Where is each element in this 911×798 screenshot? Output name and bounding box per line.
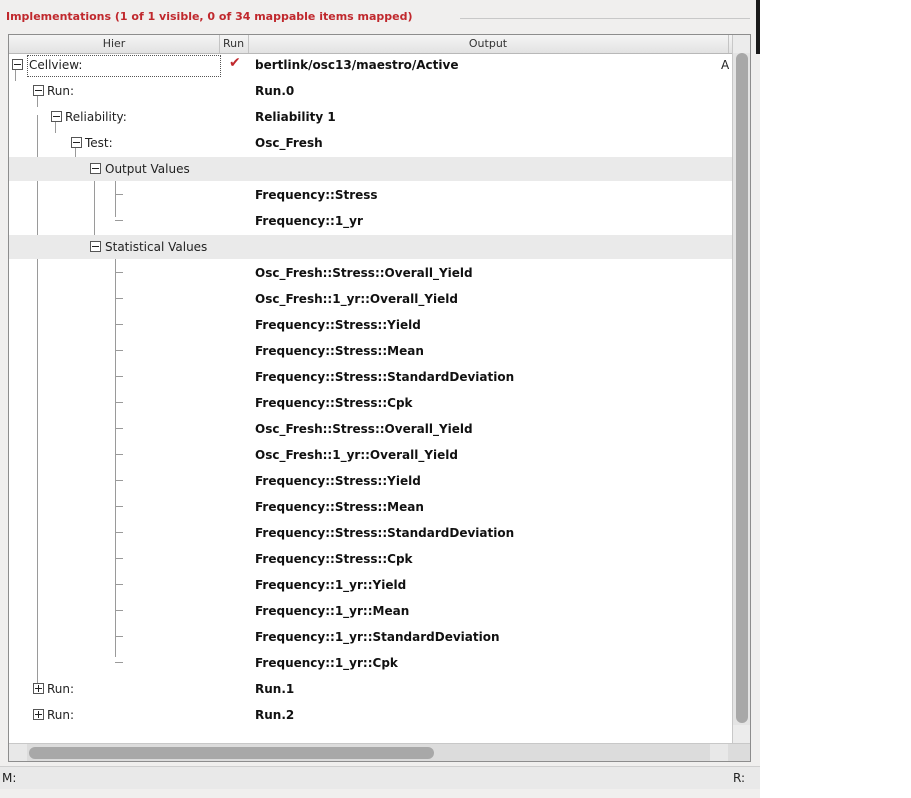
tree-row-run[interactable] xyxy=(9,79,732,103)
list-item[interactable] xyxy=(9,287,732,311)
list-item[interactable] xyxy=(9,209,732,233)
collapse-icon[interactable] xyxy=(90,163,101,174)
list-item[interactable] xyxy=(9,495,732,519)
list-item[interactable] xyxy=(9,261,732,285)
truncated-text: A xyxy=(721,58,730,72)
run-label: Run: xyxy=(47,84,75,98)
tree-branch xyxy=(115,350,123,351)
list-item[interactable] xyxy=(9,183,732,207)
collapse-icon[interactable] xyxy=(51,111,62,122)
horizontal-scroll-thumb[interactable] xyxy=(29,747,434,759)
collapse-icon[interactable] xyxy=(33,85,44,96)
tree-branch xyxy=(115,428,123,429)
statistical-value: Frequency::Stress::StandardDeviation xyxy=(255,370,515,384)
tree-branch xyxy=(115,480,123,481)
tree-branch xyxy=(115,584,123,585)
scroll-right-button[interactable] xyxy=(710,744,728,762)
list-item[interactable] xyxy=(9,651,732,675)
vertical-scrollbar[interactable] xyxy=(732,35,751,743)
statistical-values-label: Statistical Values xyxy=(105,240,208,254)
status-left: M: xyxy=(2,771,17,785)
cellview-output: bertlink/osc13/maestro/Active xyxy=(255,58,459,72)
statistical-value: Frequency::1_yr::Cpk xyxy=(255,656,398,670)
statistical-value: Frequency::Stress::Cpk xyxy=(255,396,413,410)
statistical-value: Osc_Fresh::Stress::Overall_Yield xyxy=(255,266,473,280)
run-output: Run.0 xyxy=(255,84,295,98)
tree-row-test[interactable] xyxy=(9,131,732,155)
tree-branch xyxy=(115,298,123,299)
tree-row-run[interactable] xyxy=(9,677,732,701)
title-divider xyxy=(460,18,750,19)
panel-title: Implementations (1 of 1 visible, 0 of 34 mappable items mapped) xyxy=(6,10,417,23)
list-item[interactable] xyxy=(9,599,732,623)
collapse-icon[interactable] xyxy=(90,241,101,252)
tree-branch xyxy=(115,662,123,663)
tree-branch xyxy=(115,324,123,325)
list-item[interactable] xyxy=(9,547,732,571)
tree-row-cellview[interactable] xyxy=(9,53,732,77)
checkmark-icon[interactable]: ✔ xyxy=(229,55,241,71)
implementations-tree[interactable] xyxy=(8,34,751,762)
scroll-down-button[interactable] xyxy=(733,725,751,743)
tree-branch xyxy=(115,610,123,611)
tree-row-reliability[interactable] xyxy=(9,105,732,129)
panel-title-row xyxy=(0,8,758,26)
statistical-value: Frequency::1_yr::Mean xyxy=(255,604,410,618)
scroll-up-button[interactable] xyxy=(733,35,751,53)
statistical-value: Osc_Fresh::1_yr::Overall_Yield xyxy=(255,448,458,462)
cellview-label: Cellview: xyxy=(29,58,83,72)
tree-branch xyxy=(115,558,123,559)
tree-row-statistical-values[interactable] xyxy=(9,235,732,259)
list-item[interactable] xyxy=(9,365,732,389)
tree-branch xyxy=(115,376,123,377)
scroll-left-button[interactable] xyxy=(9,744,27,762)
list-item[interactable] xyxy=(9,417,732,441)
statistical-value: Frequency::1_yr::StandardDeviation xyxy=(255,630,500,644)
statistical-value: Frequency::Stress::Cpk xyxy=(255,552,413,566)
statistical-value: Frequency::Stress::Mean xyxy=(255,344,424,358)
column-output[interactable]: Output xyxy=(248,35,729,53)
statistical-value: Frequency::Stress::Yield xyxy=(255,318,421,332)
tree-row-output-values[interactable] xyxy=(9,157,732,181)
tree-branch xyxy=(115,272,123,273)
collapse-icon[interactable] xyxy=(12,59,23,70)
run-label: Run: xyxy=(47,708,75,722)
statistical-value: Osc_Fresh::Stress::Overall_Yield xyxy=(255,422,473,436)
statistical-value: Osc_Fresh::1_yr::Overall_Yield xyxy=(255,292,458,306)
expand-icon[interactable] xyxy=(33,709,44,720)
list-item[interactable] xyxy=(9,313,732,337)
reliability-label: Reliability: xyxy=(65,110,127,124)
statistical-value: Frequency::Stress::StandardDeviation xyxy=(255,526,515,540)
output-value: Frequency::Stress xyxy=(255,188,378,202)
tree-row-run[interactable] xyxy=(9,703,732,727)
statistical-value: Frequency::1_yr::Yield xyxy=(255,578,407,592)
list-item[interactable] xyxy=(9,469,732,493)
reliability-output: Reliability 1 xyxy=(255,110,336,124)
tree-branch xyxy=(115,506,123,507)
horizontal-scrollbar[interactable] xyxy=(9,743,750,762)
collapse-icon[interactable] xyxy=(71,137,82,148)
run-output: Run.2 xyxy=(255,708,295,722)
tree-branch xyxy=(115,220,123,221)
list-item[interactable] xyxy=(9,625,732,649)
column-run[interactable]: Run xyxy=(219,35,249,53)
output-values-label: Output Values xyxy=(105,162,190,176)
tree-branch xyxy=(115,636,123,637)
test-label: Test: xyxy=(85,136,113,150)
list-item[interactable] xyxy=(9,391,732,415)
expand-icon[interactable] xyxy=(33,683,44,694)
column-hier[interactable]: Hier xyxy=(9,35,220,53)
list-item[interactable] xyxy=(9,339,732,363)
status-bar xyxy=(0,766,760,789)
statistical-value: Frequency::Stress::Yield xyxy=(255,474,421,488)
tree-branch xyxy=(115,402,123,403)
list-item[interactable] xyxy=(9,443,732,467)
status-right: R: xyxy=(733,771,746,785)
list-item[interactable] xyxy=(9,573,732,597)
column-header xyxy=(9,35,750,54)
tree-branch xyxy=(115,454,123,455)
scroll-thumb[interactable] xyxy=(736,53,748,723)
run-output: Run.1 xyxy=(255,682,295,696)
run-label: Run: xyxy=(47,682,75,696)
tree-branch xyxy=(115,532,123,533)
output-value: Frequency::1_yr xyxy=(255,214,363,228)
test-output: Osc_Fresh xyxy=(255,136,323,150)
tree-branch xyxy=(115,194,123,195)
panel-edge xyxy=(756,0,760,54)
statistical-value: Frequency::Stress::Mean xyxy=(255,500,424,514)
list-item[interactable] xyxy=(9,521,732,545)
